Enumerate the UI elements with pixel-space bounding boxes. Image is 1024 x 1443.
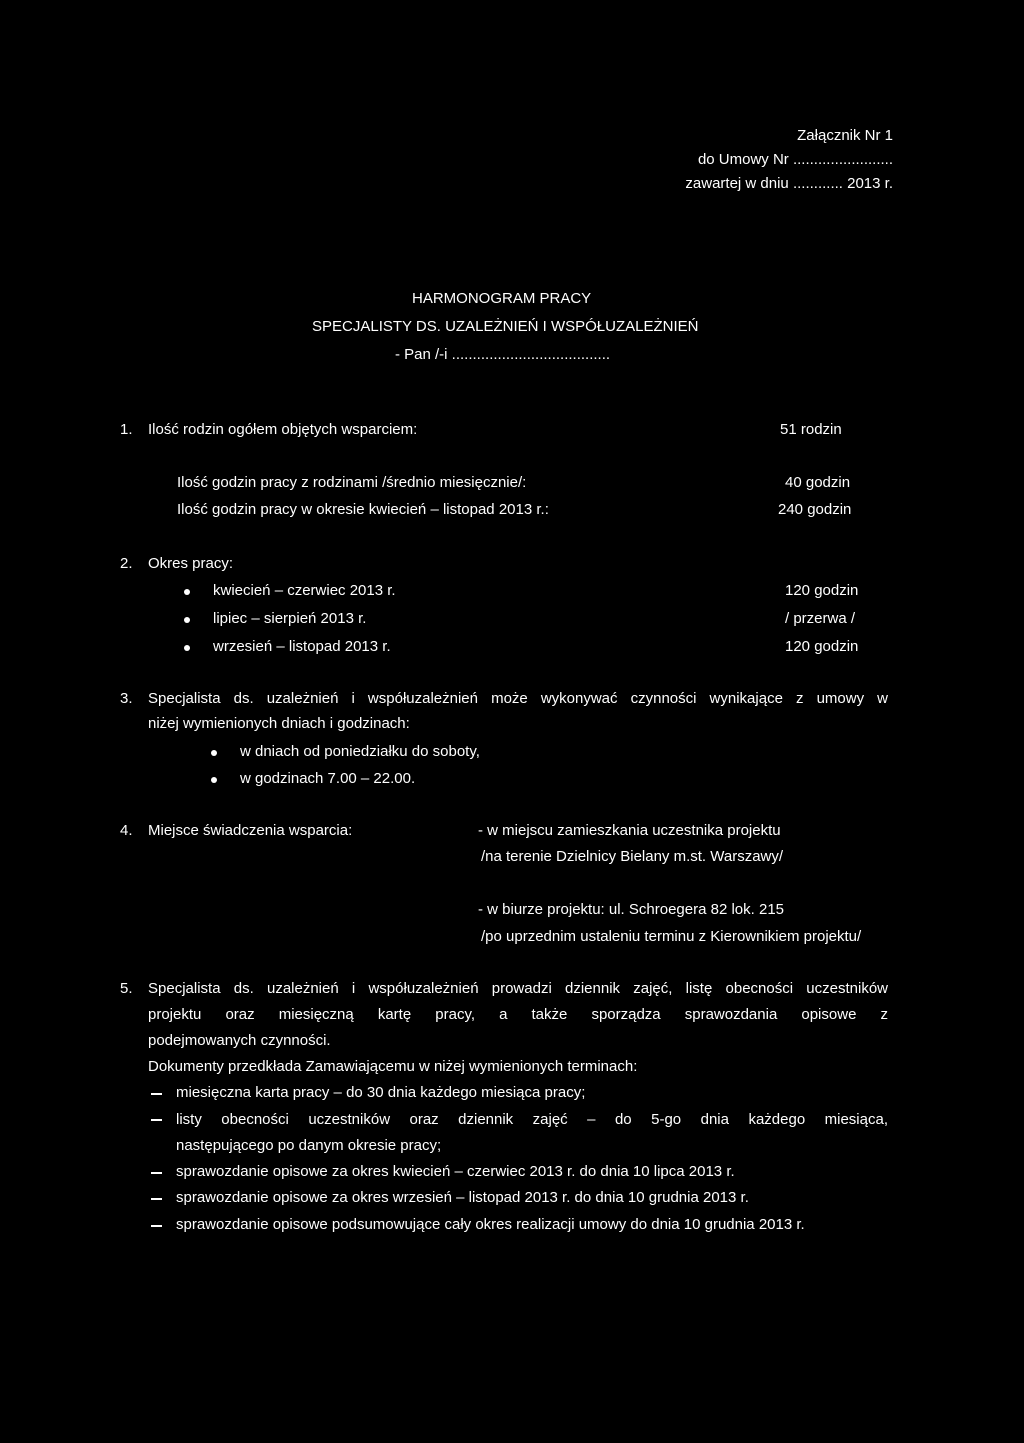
section-5-line-1: Specjalista ds. uzależnień i współuzależnień prowadzi dziennik zajęć, listę obecności uczestników: [148, 980, 888, 997]
dash-icon: [151, 1119, 162, 1121]
bullet-icon: [211, 777, 217, 783]
bullet-icon: [184, 589, 190, 595]
section-2-label: Okres pracy:: [148, 555, 234, 572]
deadline-4: sprawozdanie opisowe za okres wrzesień – listopad 2013 r. do dnia 10 grudnia 2013 r.: [176, 1189, 749, 1206]
title-line-2: SPECJALISTY DS. UZALEŻNIEŃ I WSPÓŁUZALEŻNIEŃ: [312, 318, 699, 335]
hours-period-value: 240 godzin: [778, 501, 852, 518]
period-1-value: 120 godzin: [785, 582, 859, 599]
contract-number: do Umowy Nr ........................: [697, 151, 893, 168]
section-1-number: 1.: [120, 421, 133, 438]
section-3-line-1: Specjalista ds. uzależnień i współuzależnień może wykonywać czynności wynikające z umowy w: [148, 690, 888, 707]
section-5-line-2: projektu oraz miesięczną kartę pracy, a także sporządza sprawozdania opisowe z: [148, 1006, 888, 1023]
schedule-days: w dniach od poniedziałku do soboty,: [240, 743, 480, 760]
section-4-label: Miejsce świadczenia wsparcia:: [148, 822, 353, 839]
attachment-number: Załącznik Nr 1: [797, 127, 893, 144]
period-3-label: wrzesień – listopad 2013 r.: [213, 638, 391, 655]
section-5-number: 5.: [120, 980, 133, 997]
place-1-line-2: /na terenie Dzielnicy Bielany m.st. Warszawy/: [481, 848, 784, 865]
section-5-line-4: Dokumenty przedkłada Zamawiającemu w niżej wymienionych terminach:: [148, 1058, 638, 1075]
deadline-5: sprawozdanie opisowe podsumowujące cały okres realizacji umowy do dnia 10 grudnia 2013 r.: [176, 1216, 805, 1233]
deadline-3: sprawozdanie opisowe za okres kwiecień – czerwiec 2013 r. do dnia 10 lipca 2013 r.: [176, 1163, 735, 1180]
place-2-line-1: - w biurze projektu: ul. Schroegera 82 lok. 215: [478, 901, 784, 918]
period-2-value: / przerwa /: [785, 610, 856, 627]
dash-icon: [151, 1198, 162, 1200]
section-4-number: 4.: [120, 822, 133, 839]
hours-monthly-value: 40 godzin: [785, 474, 851, 491]
schedule-hours: w godzinach 7.00 – 22.00.: [240, 770, 416, 787]
deadline-2-line-1: listy obecności uczestników oraz dziennik zajęć – do 5-go dnia każdego miesiąca,: [176, 1111, 888, 1128]
place-1-line-1: - w miejscu zamieszkania uczestnika projektu: [478, 822, 781, 839]
place-2-line-2: /po uprzednim ustaleniu terminu z Kierownikiem projektu/: [481, 928, 862, 945]
bullet-icon: [211, 750, 217, 756]
period-2-label: lipiec – sierpień 2013 r.: [213, 610, 367, 627]
section-2-number: 2.: [120, 555, 133, 572]
period-3-value: 120 godzin: [785, 638, 859, 655]
bullet-icon: [184, 645, 190, 651]
hours-period-label: Ilość godzin pracy w okresie kwiecień – listopad 2013 r.:: [177, 501, 549, 518]
dash-icon: [151, 1093, 162, 1095]
dash-icon: [151, 1172, 162, 1174]
title-line-1: HARMONOGRAM PRACY: [412, 290, 592, 307]
deadline-2-line-2: następującego po danym okresie pracy;: [176, 1137, 442, 1154]
deadline-1: miesięczna karta pracy – do 30 dnia każdego miesiąca pracy;: [176, 1084, 586, 1101]
period-1-label: kwiecień – czerwiec 2013 r.: [213, 582, 396, 599]
section-3-number: 3.: [120, 690, 133, 707]
hours-monthly-label: Ilość godzin pracy z rodzinami /średnio miesięcznie/:: [177, 474, 527, 491]
section-1-value: 51 rodzin: [780, 421, 842, 438]
dash-icon: [151, 1225, 162, 1227]
section-3-line-2: niżej wymienionych dniach i godzinach:: [148, 715, 410, 732]
bullet-icon: [184, 617, 190, 623]
contract-date: zawartej w dniu ............ 2013 r.: [685, 175, 893, 192]
section-5-line-3: podejmowanych czynności.: [148, 1032, 331, 1049]
section-1-label: Ilość rodzin ogółem objętych wsparciem:: [148, 421, 418, 438]
title-line-3: - Pan /-i ......................................: [395, 346, 611, 363]
